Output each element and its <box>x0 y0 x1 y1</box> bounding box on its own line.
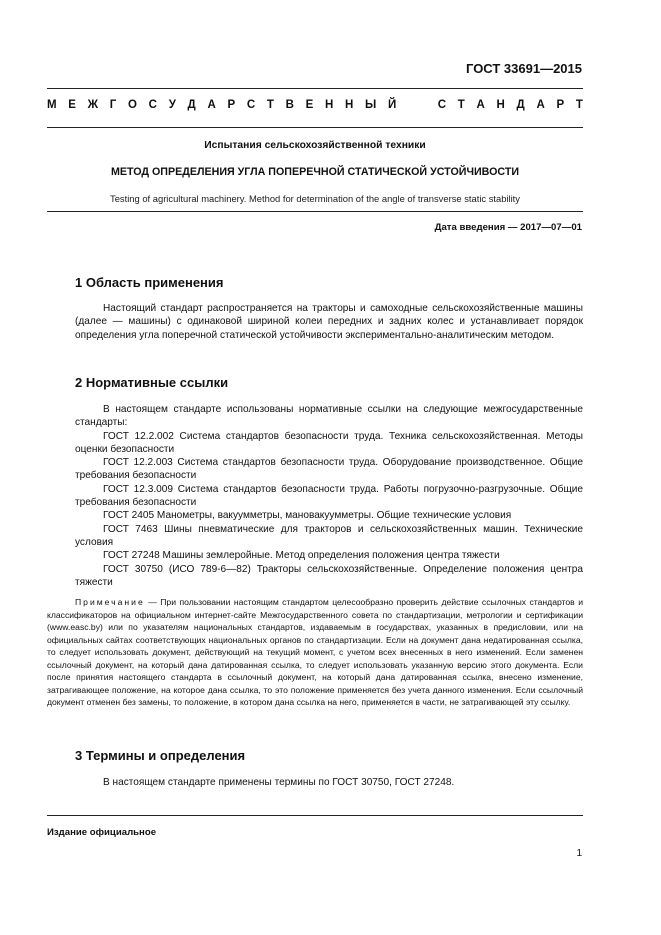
standard-type-letter: Г <box>109 99 117 111</box>
document-subtitle: Испытания сельскохозяйственной техники <box>204 140 426 151</box>
title-rule <box>47 211 583 212</box>
standard-type-letter: Т <box>575 99 583 111</box>
note-block <box>47 596 583 709</box>
top-rule <box>47 88 583 89</box>
standard-type-letter: Е <box>68 99 76 111</box>
note-label: Примечание <box>75 597 145 607</box>
standard-type-letter: О <box>128 99 137 111</box>
section-2-heading: 2 Нормативные ссылки <box>75 375 229 390</box>
standard-type-letter: А <box>207 99 216 111</box>
section-1-paragraph: Настоящий стандарт распространяется на тракторы и самоходные сельскохозяйственные машины (далее — машины) с одинаковой шириной колеи передних и задних колес и устанавливает порядок определения угла поперечной статической устойчивости экспериментально-аналитическим методом. <box>75 303 583 341</box>
reference-item: ГОСТ 7463 Шины пневматические для тракторов и сельскохозяйственных машин. Технические условия <box>75 523 583 548</box>
standard-type-letter <box>423 99 426 111</box>
english-title: Testing of agricultural machinery. Method for determination of the angle of transverse static stability <box>110 193 520 204</box>
standard-type-letter: Р <box>227 99 236 111</box>
standard-type-letter: А <box>536 99 545 111</box>
section-1-heading: 1 Область применения <box>75 275 224 290</box>
references-intro: В настоящем стандарте использованы нормативные ссылки на следующие межгосударственные стандарты: <box>75 404 583 429</box>
reference-item: ГОСТ 12.3.009 Система стандартов безопасности труда. Работы погрузочно-разгрузочные. Общие требования безопасности <box>75 483 583 509</box>
reference-item: ГОСТ 27248 Машины землеройные. Метод определения положения центра тяжести <box>103 550 500 562</box>
standard-type-letter: М <box>47 99 57 111</box>
standard-type-heading <box>47 99 583 111</box>
standard-type-letter: У <box>168 99 176 111</box>
reference-item: ГОСТ 30750 (ИСО 789-6—82) Тракторы сельскохозяйственные. Определение положения центра тяжести <box>75 563 583 588</box>
standard-type-letter <box>408 99 411 111</box>
document-title: МЕТОД ОПРЕДЕЛЕНИЯ УГЛА ПОПЕРЕЧНОЙ СТАТИЧЕСКОЙ УСТОЙЧИВОСТИ <box>110 166 520 178</box>
standard-type-letter: Н <box>345 99 354 111</box>
introduction-date: Дата введения — 2017—07—01 <box>434 222 582 233</box>
standard-type-letter: С <box>148 99 157 111</box>
standard-type-letter: С <box>437 99 447 111</box>
standard-type-letter: Н <box>324 99 334 111</box>
section-3-paragraph: В настоящем стандарте применены термины по ГОСТ 30750, ГОСТ 27248. <box>103 777 455 788</box>
standard-type-letter: Т <box>457 99 465 111</box>
standard-type-letter: Р <box>556 99 565 111</box>
standard-type-letter: А <box>476 99 485 111</box>
edition-label: Издание официальное <box>47 827 157 838</box>
standard-code: ГОСТ 33691—2015 <box>466 61 582 76</box>
section-1-text <box>75 302 583 342</box>
standard-type-rule <box>47 127 583 128</box>
standard-type-letter: С <box>246 99 256 111</box>
standard-type-letter: Ы <box>365 99 377 111</box>
reference-item: ГОСТ 2405 Манометры, вакуумметры, мановакуумметры. Общие технические условия <box>103 510 512 522</box>
footer-rule <box>47 815 583 816</box>
reference-item: ГОСТ 12.2.002 Система стандартов безопасности труда. Техника сельскохозяйственная. Методы оценки безопасности <box>75 430 583 455</box>
page-number: 1 <box>576 848 582 859</box>
normative-references-list <box>75 403 583 589</box>
standard-type-letter: Й <box>387 99 397 111</box>
standard-type-letter: Е <box>305 99 314 111</box>
section-3-heading: 3 Термины и определения <box>75 748 246 763</box>
standard-type-letter: Т <box>266 99 274 111</box>
standard-type-letter: Ж <box>87 99 99 111</box>
standard-type-letter: Д <box>516 99 525 111</box>
reference-item: ГОСТ 12.2.003 Система стандартов безопасности труда. Оборудование производственное. Общие требования безопасности <box>75 457 583 482</box>
section-3-text <box>75 776 583 789</box>
standard-type-letter: Д <box>187 99 196 111</box>
standard-type-letter: Н <box>496 99 505 111</box>
note-text: — При пользовании настоящим стандартом целесообразно проверить действие ссылочных стандартов и классификаторов на официальном интернет-сайте Межгосударственного совета по стандартизации, метрологии и сертификации (www.easc.by) или по указателям национальных стандартов, издаваемым в государствах, указанных в предисловии, или на официальных сайтах соответствующих национальных органов по стандартизации. Если на документ дана недатированная ссылка, то следует использовать документ, действующий на текущий момент, с учетом всех внесенных в него изменений. Если заменен ссылочный документ, на который дана датированная ссылка, то следует использовать указанную версию этого документа. Если после принятия настоящего стандарта в ссылочный документ, на который дана датированная ссылка, внесено изменение, затрагивающее положение, на которое дана ссылка, то это положение применяется без учета данного изменения. Если ссылочный документ отменен без замены, то положение, в котором дана ссылка на него, применяется в части, не затрагивающей эту ссылку. <box>47 597 583 707</box>
standard-type-letter: В <box>285 99 294 111</box>
